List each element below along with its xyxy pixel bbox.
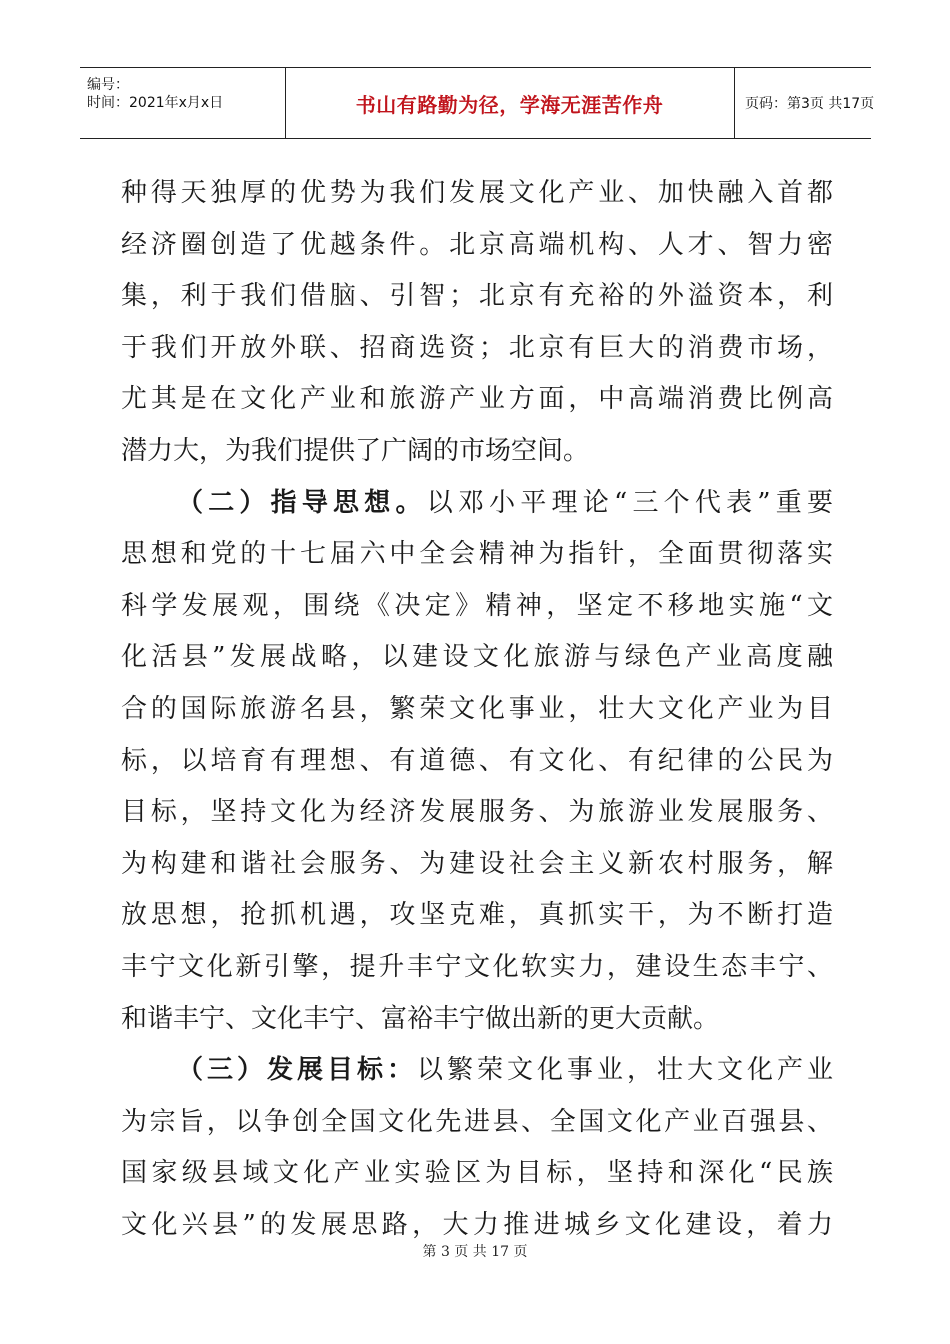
- text-line: 和谐丰宁、文化丰宁、富裕丰宁做出新的更大贡献。: [121, 1003, 720, 1034]
- paragraph-1: [121, 168, 833, 478]
- text-line: 标，以培育有理想、有道德、有文化、有纪律的公民为: [121, 745, 833, 776]
- document-body: [121, 168, 833, 1251]
- header-motto-cell: [285, 68, 735, 138]
- header-motto: 书山有路勤为径，学海无涯苦作舟: [355, 92, 664, 117]
- text-run: 以繁荣文化事业，壮大文化产业: [417, 1055, 833, 1086]
- text-line: 化活县”发展战略，以建设文化旅游与绿色产业高度融: [121, 642, 833, 673]
- text-line: 为宗旨，以争创全国文化先进县、全国文化产业百强县、: [121, 1106, 833, 1137]
- document-time-label: 时间：2021年x月x日: [87, 95, 224, 111]
- page-footer: 第 3 页 共 17 页: [422, 1244, 528, 1260]
- section-heading: （三）发展目标：: [177, 1055, 417, 1086]
- paragraph-guiding-ideology: [121, 478, 833, 1046]
- paragraph-first-line: [121, 478, 833, 530]
- text-line: 潜力大，为我们提供了广阔的市场空间。: [121, 435, 590, 466]
- text-line: 种得天独厚的优势为我们发展文化产业、加快融入首都: [121, 178, 833, 208]
- text-line: 国家级县域文化产业实验区为目标，坚持和深化“民族: [121, 1158, 833, 1189]
- header-page-code: 页码：第3页 共17页: [745, 96, 875, 112]
- header-info-cell: [80, 68, 286, 138]
- text-line: 放思想，抢抓机遇，攻坚克难，真抓实干，为不断打造: [121, 900, 833, 931]
- text-line: 丰宁文化新引擎，提升丰宁文化软实力，建设生态丰宁、: [121, 951, 833, 982]
- text-line: 为构建和谐社会服务、为建设社会主义新农村服务，解: [121, 848, 833, 879]
- paragraph-first-line: [121, 1045, 833, 1097]
- text-line: 目标，坚持文化为经济发展服务、为旅游业发展服务、: [121, 797, 833, 828]
- text-line: 集，利于我们借脑、引智；北京有充裕的外溢资本，利: [121, 281, 833, 312]
- text-line: 经济圈创造了优越条件。北京高端机构、人才、智力密: [121, 229, 833, 260]
- section-heading: （二）指导思想。: [177, 487, 427, 518]
- text-line: 于我们开放外联、招商选资；北京有巨大的消费市场，: [121, 332, 833, 363]
- text-line: 合的国际旅游名县，繁荣文化事业，壮大文化产业为目: [121, 693, 833, 724]
- text-line: 尤其是在文化产业和旅游产业方面，中高端消费比例高: [121, 384, 833, 415]
- text-run: 以邓小平理论“三个代表”重要: [426, 487, 833, 518]
- text-line: 思想和党的十七届六中全会精神为指针，全面贯彻落实: [121, 539, 833, 570]
- paragraph-development-goals: [121, 1045, 833, 1251]
- text-line: 科学发展观，围绕《决定》精神，坚定不移地实施“文: [121, 590, 833, 621]
- header-page-cell: [735, 68, 875, 138]
- document-number-label: 编号：: [87, 77, 129, 93]
- text-line: 文化兴县”的发展思路，大力推进城乡文化建设，着力: [121, 1209, 833, 1240]
- page-header: [80, 67, 875, 139]
